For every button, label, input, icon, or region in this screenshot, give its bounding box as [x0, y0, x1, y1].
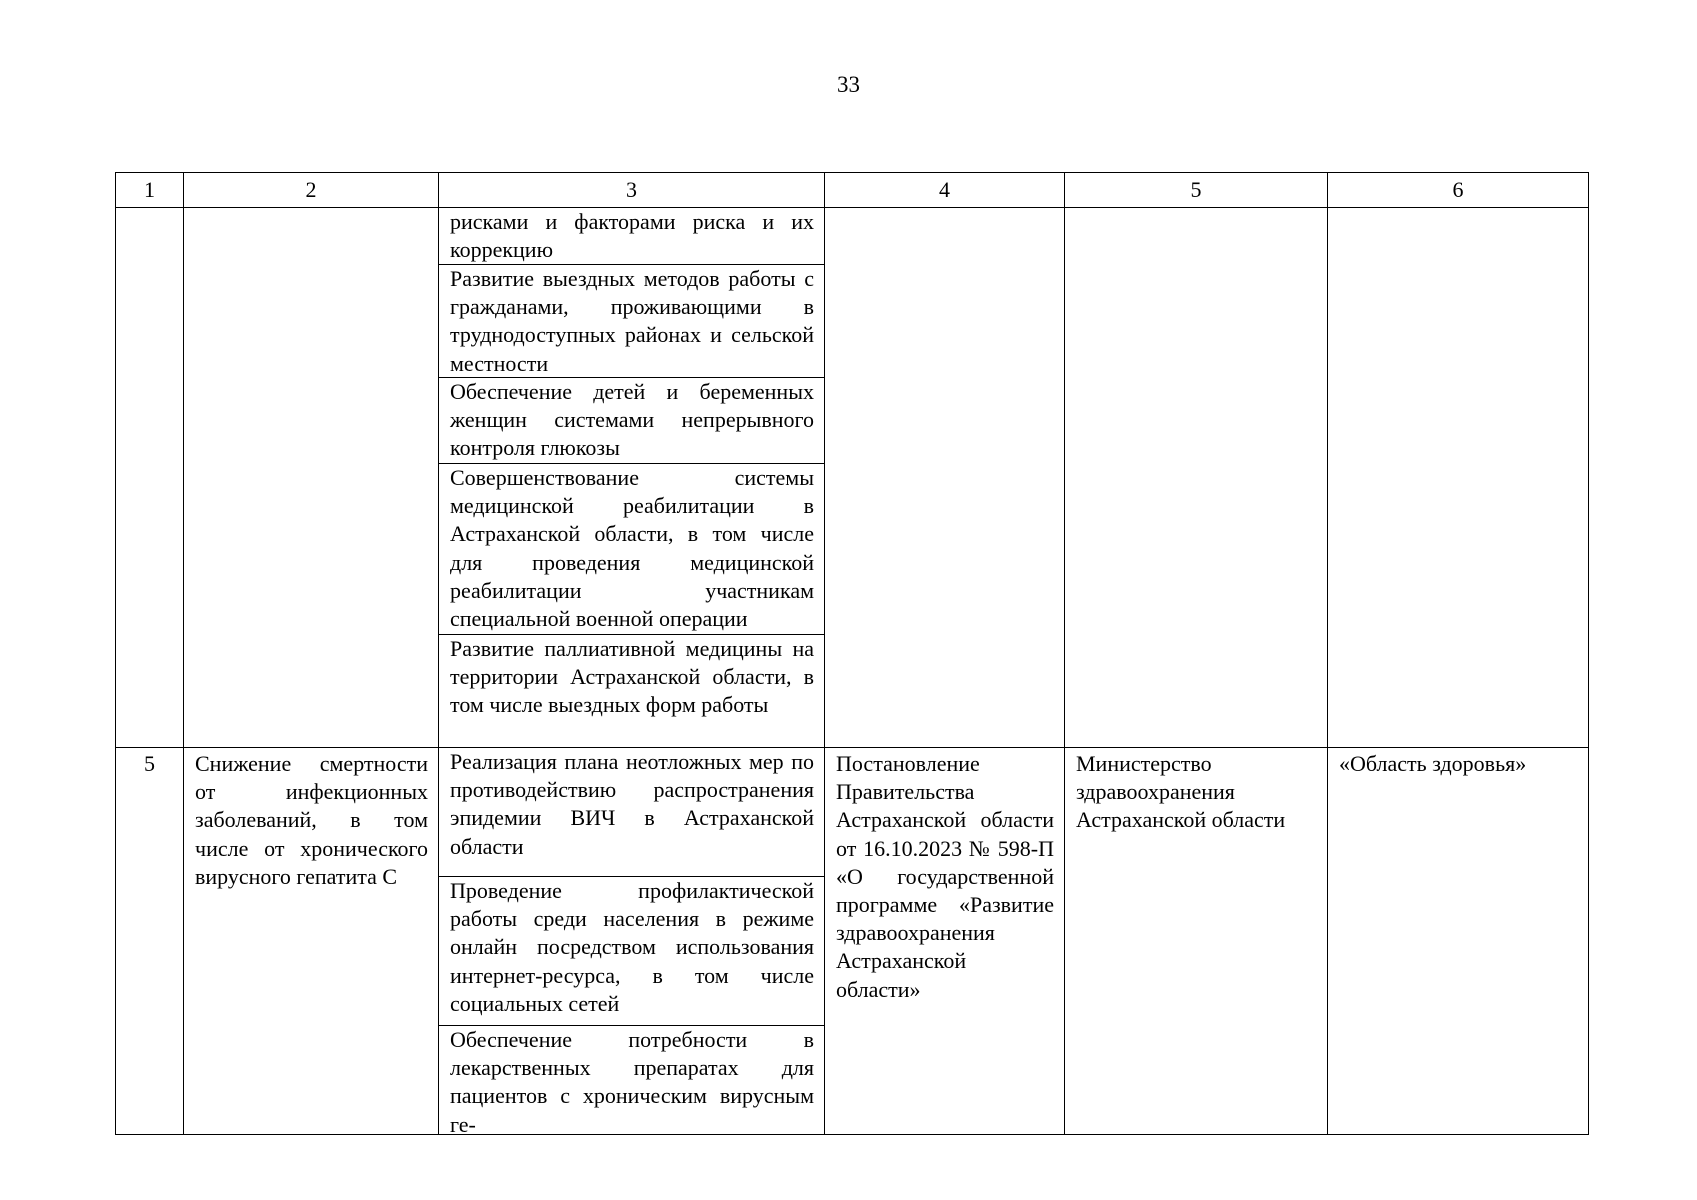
header-col-1: 1: [116, 173, 184, 208]
continuation-project-cell: [1328, 208, 1589, 748]
project-cell: [1328, 748, 1589, 1135]
goal-text: Снижение смертности от инфекционных заболеваний, в том числе от хронического вирусного гепатита С: [195, 751, 428, 889]
measure-item: Проведение профилактической работы среди населения в режиме онлайн посредством использования интернет-ресурса, в том числе социальных сетей: [439, 877, 824, 1026]
document-text: Постановление Правительства Астраханской области от 16.10.2023 № 598-П «О государственной программе «Развитие здравоохранения Астраханской области»: [836, 751, 1054, 1002]
row-number: 5: [144, 751, 155, 776]
responsible-text: Министерство здравоохранения Астраханской области: [1076, 751, 1286, 833]
header-col-5: 5: [1065, 173, 1328, 208]
continuation-number-cell: [116, 208, 184, 748]
goal-cell: [184, 748, 439, 1135]
continuation-measures-cell: [439, 208, 825, 748]
continuation-goal-cell: [184, 208, 439, 748]
measures-table: [115, 172, 1589, 1135]
header-col-6: 6: [1328, 173, 1589, 208]
table-row: [116, 208, 1589, 748]
row-number-cell: [116, 748, 184, 1135]
table-row: [116, 748, 1589, 1135]
measure-item: Обеспечение детей и беременных женщин системами непрерывного контроля глюкозы: [439, 378, 824, 464]
measure-item: Обеспечение потребности в лекарственных препаратах для пациентов с хроническим вирусным ге-: [450, 1027, 814, 1137]
measure-item: Развитие паллиативной медицины на территории Астраханской области, в том числе выездных форм работы: [450, 636, 814, 718]
header-col-2: 2: [184, 173, 439, 208]
header-col-4: 4: [825, 173, 1065, 208]
measures-cell: [439, 748, 825, 1135]
responsible-cell: [1065, 748, 1328, 1135]
page-number: 33: [837, 72, 860, 97]
measure-item: Развитие выездных методов работы с гражданами, проживающими в труднодоступных районах и сельской местности: [439, 265, 824, 378]
continuation-document-cell: [825, 208, 1065, 748]
header-col-3: 3: [439, 173, 825, 208]
measure-item: рисками и факторами риска и их коррекцию: [439, 208, 824, 265]
document-cell: [825, 748, 1065, 1135]
measure-item: Реализация плана неотложных мер по противодействию распространения эпидемии ВИЧ в Астраханской области: [439, 748, 824, 877]
measure-item: Совершенствование системы медицинской реабилитации в Астраханской области, в том числе для проведения медицинской реабилитации участникам специальной военной операции: [439, 464, 824, 635]
project-text: «Область здоровья»: [1339, 751, 1527, 776]
continuation-responsible-cell: [1065, 208, 1328, 748]
table-header-row: [116, 173, 1589, 208]
